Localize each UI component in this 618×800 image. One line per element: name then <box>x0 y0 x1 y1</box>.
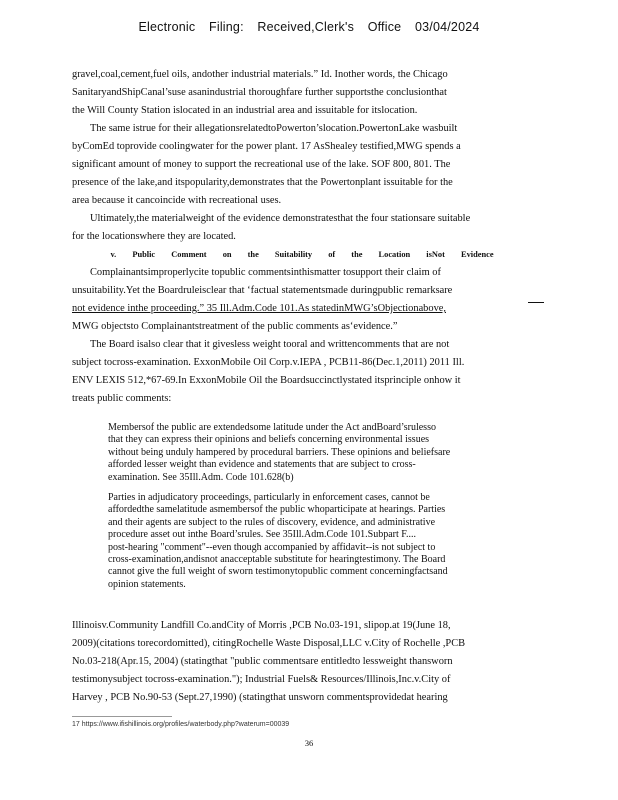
text-line: Harvey , PCB No.90-53 (Sept.27,1990) (statingthat unsworn commentsprovidedat hearing <box>72 692 448 703</box>
text-line: The Board isalso clear that it givesless weight tooral and writtencomments that are not <box>90 339 450 350</box>
text-line: without being unduly hampered by procedural barriers. These opinions and beliefsare <box>108 446 451 458</box>
section-heading: v. Public Comment on the Suitability of the Location isNot Evidence <box>110 250 494 259</box>
text-line: the Will County Station islocated in an industrial area and issuitable for itslocation. <box>72 105 418 116</box>
text-line: significant amount of money to support the recreational use of the lake. SOF 800, 801. The <box>72 159 451 170</box>
text-line: gravel,coal,cement,fuel oils, andother industrial materials.” Id. Inother words, the Chicago <box>72 69 448 80</box>
line-mark <box>528 302 544 303</box>
paragraph-5 <box>72 336 532 408</box>
citation-paragraph <box>72 617 532 707</box>
text-line: unsuitability.Yet the Boardruleisclear that ‘factual statementsmade duringpublic remarksare <box>72 285 453 296</box>
text-line: that they can express their opinions and beliefs concerning environmental issues <box>108 434 430 446</box>
text-line: not evidence inthe proceeding.” 35 Ill.Adm.Code 101.As statedinMWG’sObjectionabove, <box>72 303 446 314</box>
text-line: for the locationswhere they are located. <box>72 231 236 242</box>
text-line: testimonysubject tocross-examination."); Industrial Fuels& Resources/Illinois,Inc.v.City of <box>72 674 451 685</box>
text-line: ENV LEXIS 512,*67-69.In ExxonMobile Oil the Boardsuccinctlystated itsprinciple onhow it <box>72 375 461 386</box>
text-line: SanitaryandShipCanal’suse asanindustrial thoroughfare further supportsthe conclusionthat <box>72 87 447 98</box>
paragraph-3 <box>72 210 532 246</box>
footnote-divider <box>72 716 172 717</box>
text-line: afforded lesser weight than evidence and statements that are subject to cross- <box>108 459 416 471</box>
paragraph-1 <box>72 66 532 120</box>
text-line: Illinoisv.Community Landfill Co.andCity of Morris ,PCB No.03-191, slipop.at 19(June 18, <box>72 620 451 631</box>
text-line: MWG objectsto Complainantstreatment of the public comments as‘evidence.” <box>72 321 398 332</box>
text-line: Parties in adjudicatory proceedings, particularly in enforcement cases, cannot be <box>108 492 430 504</box>
text-line: The same istrue for their allegationsrelatedtoPowerton’slocation.PowertonLake wasbuilt <box>90 123 458 134</box>
text-line: procedure asset out inthe Board’srules. See 35Ill.Adm.Code 101.Subpart F.... <box>108 529 417 541</box>
block-quote <box>108 422 500 599</box>
text-line: No.03-218(Apr.15, 2004) (statingthat "public commentsare entitledto lessweight thansworn <box>72 656 453 667</box>
paragraph-4 <box>72 264 532 336</box>
paragraph-2 <box>72 120 532 210</box>
text-line: area because it cancoincide with recreational uses. <box>72 195 282 206</box>
quote-paragraph-1 <box>108 422 500 484</box>
footnote: 17 https://www.ifishillinois.org/profiles/waterbody.php?waterum=00039 <box>72 721 290 728</box>
text-line: affordedthe samelatitude asmembersof the public whoparticipate at hearings. Parties <box>108 504 446 516</box>
body-text <box>72 66 532 408</box>
text-line: cross-examination,andisnot anacceptable substitute for hearingtestimony. The Board <box>108 554 446 566</box>
filing-header: Electronic Filing: Received,Clerk's Office 03/04/2024 <box>138 20 480 34</box>
text-line: Ultimately,the materialweight of the evidence demonstratesthat the four stationsare suitable <box>90 213 471 224</box>
text-line: examination. See 35Ill.Adm. Code 101.628(b) <box>108 471 294 483</box>
text-line: cannot give the full weight of sworn testimonytopublic comment concerningfactsand <box>108 566 448 578</box>
text-line: subject tocross-examination. ExxonMobile Oil Corp.v.IEPA , PCB11-86(Dec.1,2011) 2011 Ill. <box>72 357 465 368</box>
text-line: Membersof the public are extendedsome latitude under the Act andBoard’srulesso <box>108 422 436 433</box>
text-line: 2009)(citations torecordomitted), citingRochelle Waste Disposal,LLC v.City of Rochelle ,PCB <box>72 638 466 649</box>
text-line: presence of the lake,and itspopularity,demonstrates that the Powertonplant issuitable for the <box>72 177 453 188</box>
page-number: 36 <box>304 738 314 748</box>
text-line: treats public comments: <box>72 393 172 404</box>
text-line: post-hearing "comment"--even though accompanied by affidavit--is not subject to <box>108 541 436 553</box>
text-line: opinion statements. <box>108 578 186 590</box>
text-line: byComEd toprovide coolingwater for the power plant. 17 AsShealey testified,MWG spends a <box>72 141 461 152</box>
text-line: and their agents are subject to the rules of discovery, evidence, and administrative <box>108 516 436 528</box>
quote-paragraph-2 <box>108 492 500 591</box>
text-line: Complainantsimproperlycite topublic commentsinthismatter tosupport their claim of <box>90 267 441 278</box>
